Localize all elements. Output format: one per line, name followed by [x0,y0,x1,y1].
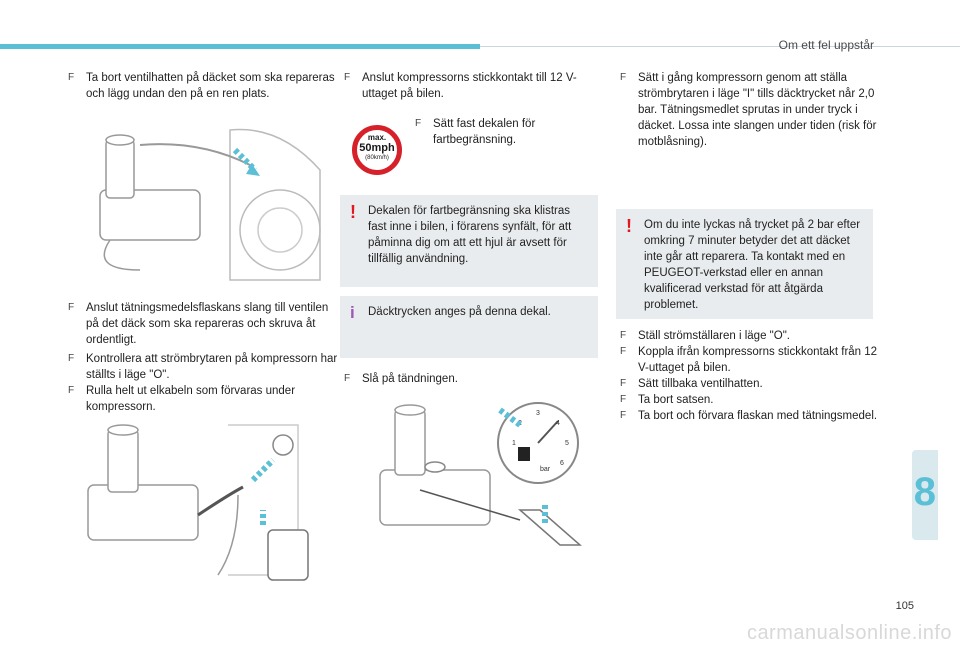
step-disconnect-plug [620,344,890,376]
step-text: Ta bort ventilhatten på däcket som ska repareras och lägg undan den på en ren plats. [86,72,335,100]
gauge-tick-1: 1 [512,440,516,447]
step-remove-kit [620,392,890,408]
bullet-icon: F [620,72,627,83]
gauge-unit: bar [540,466,551,473]
step-text: Koppla ifrån kompressorns stickkontakt från 12 V-uttaget på bilen. [638,346,878,374]
header-rule [480,46,960,47]
bullet-icon: F [415,118,422,129]
bullet-icon: F [620,410,627,421]
gauge-tick-3: 3 [536,410,540,417]
step-text: Ställ strömställaren i läge "O". [638,330,790,342]
warning-note-sticker [340,195,598,287]
step-text: Ta bort och förvara flaskan med tätningsmedel. [638,410,878,422]
section-title: Om ett fel uppstår [778,38,874,52]
bullet-icon: F [620,330,627,341]
page-number: 105 [895,600,914,612]
sticker-line3: (80km/h) [365,155,389,161]
header-accent-bar [0,44,480,49]
step-text: Sätt i gång kompressorn genom att ställa strömbrytaren i läge "I" tills däcktrycket når 2,0 bar. Tätningsmedlet sprutas in under tryck i däcket. Lossa inte slangen under tiden (risk för motblåsning). [638,72,877,148]
step-connect-hose [68,300,344,348]
bullet-icon: F [68,385,75,396]
warning-icon: ! [350,202,356,222]
step-switch-off [620,328,890,344]
info-icon: i [350,303,355,322]
step-check-switch [68,351,338,383]
bullet-icon: F [344,72,351,83]
chapter-number: 8 [913,470,936,514]
step-start-compressor [620,70,888,150]
sticker-line2: 50mph [359,142,395,154]
bullet-icon: F [620,394,627,405]
sticker-line1: max. [367,133,387,142]
chapter-tab [912,450,938,540]
gauge-tick-5: 5 [565,440,569,447]
step-store-bottle [620,408,890,424]
compressor-tyre-illustration [80,120,325,288]
step-text: Rulla helt ut elkabeln som förvaras under kompressorn. [86,385,296,413]
watermark: carmanualsonline.info [746,622,952,644]
step-refit-valve-cap [620,376,890,392]
step-text: Slå på tändningen. [362,373,458,385]
bullet-icon: F [68,72,75,83]
compressor-plug-illustration [78,415,326,585]
speed-limit-sticker [352,125,402,175]
bullet-icon: F [620,378,627,389]
bullet-icon: F [620,346,627,357]
step-text: Sätt tillbaka ventilhatten. [638,378,763,390]
step-text: Sätt fast dekalen för fartbegränsning. [433,118,536,146]
warning-note-pressure [616,209,873,319]
gauge-tick-6: 6 [560,460,564,467]
note-text: Dekalen för fartbegränsning ska klistras fast inne i bilen, i förarens synfält, för att påminna dig om att ett hjul är avsett för tillfällig användning. [368,205,572,265]
step-unroll-cable [68,383,338,415]
step-ignition-on [344,371,602,387]
step-attach-sticker [415,116,603,148]
note-text: Om du inte lyckas nå trycket på 2 bar efter omkring 7 minuter betyder det att däcket inte går att reparera. Ta kontakt med en PEUGEOT-verkstad eller en annan kvalificerad verkstad för att åtgärda problemet. [644,219,861,311]
step-connect-plug [344,70,602,102]
bullet-icon: F [344,373,351,384]
warning-icon: ! [626,216,632,236]
step-text: Anslut kompressorns stickkontakt till 12 V-uttaget på bilen. [362,72,577,100]
step-text: Anslut tätningsmedelsflaskans slang till ventilen på det däck som ska repareras och skruva åt ordentligt. [86,302,329,346]
step-text: Kontrollera att strömbrytaren på kompressorn har ställts i läge "O". [86,353,338,381]
info-note-pressure [340,296,598,358]
bullet-icon: F [68,302,75,313]
note-text: Däcktrycken anges på denna dekal. [368,306,551,318]
step-remove-valve-cap [68,70,338,102]
bullet-icon: F [68,353,75,364]
step-text: Ta bort satsen. [638,394,714,406]
compressor-gauge-illustration [360,395,600,570]
gauge-tick-4: 4 [556,420,560,427]
